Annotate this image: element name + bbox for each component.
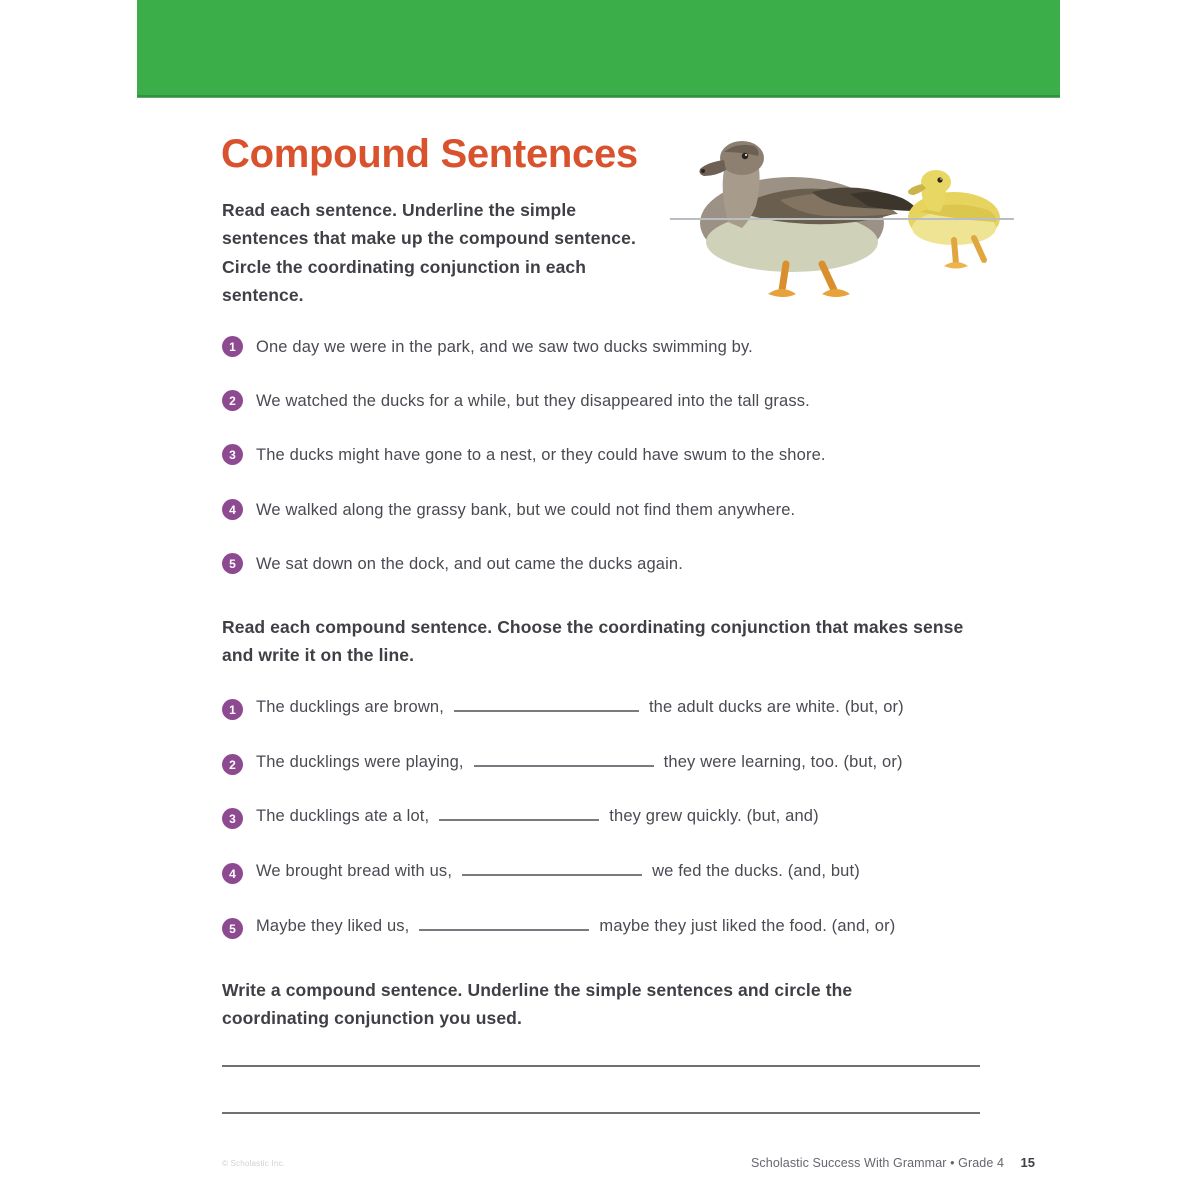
item-number-badge: 2 [222, 390, 243, 411]
writing-line-2[interactable] [222, 1112, 980, 1114]
item-number-badge: 4 [222, 863, 243, 884]
header-bar [137, 0, 1060, 97]
fill-in-row [222, 862, 860, 884]
book-source-label: Scholastic Success With Grammar • Grade 4 [751, 1156, 1004, 1170]
sentence-before-blank: The ducklings ate a lot, [256, 807, 430, 825]
instruction-section-two: Read each compound sentence. Choose the coordinating conjunction that makes sense and write it on the line. [222, 617, 964, 666]
page-number: 15 [1020, 1155, 1035, 1170]
sentence-before-blank: The ducklings are brown, [256, 698, 444, 716]
page-title: Compound Sentences [221, 132, 638, 176]
sentence-before-blank: We brought bread with us, [256, 862, 453, 880]
list-item [222, 499, 795, 521]
fill-in-row [222, 698, 904, 720]
writing-line-1[interactable] [222, 1065, 980, 1067]
fill-in-row [222, 753, 903, 775]
item-number-badge: 3 [222, 808, 243, 829]
practice-label: Practice [1075, 61, 1135, 78]
sentence-after-blank: maybe they just liked the food. (and, or) [599, 917, 896, 935]
list-item [222, 444, 826, 466]
sentence-after-blank: we fed the ducks. (and, but) [652, 862, 860, 880]
list-item [222, 336, 753, 358]
duck-illustration-svg [662, 118, 1020, 310]
item-number-badge: 5 [222, 553, 243, 574]
item-text: We walked along the grassy bank, but we could not find them anywhere. [256, 501, 796, 519]
answer-blank[interactable] [474, 753, 654, 767]
item-number-badge: 4 [222, 499, 243, 520]
instruction-section-three: Write a compound sentence. Underline the simple sentences and circle the coordinating conjunction you used. [222, 980, 853, 1029]
duck-and-duckling-photo [662, 118, 1020, 310]
sentence-before-blank: Maybe they liked us, [256, 917, 410, 935]
answer-blank[interactable] [439, 807, 599, 821]
answer-blank[interactable] [419, 917, 589, 931]
item-number-badge: 3 [222, 444, 243, 465]
answer-blank[interactable] [454, 698, 639, 712]
item-number-badge: 5 [222, 918, 243, 939]
item-text: We watched the ducks for a while, but they disappeared into the tall grass. [256, 392, 810, 410]
item-text: We sat down on the dock, and out came the ducks again. [256, 555, 683, 573]
item-number-badge: 2 [222, 754, 243, 775]
sentence-before-blank: The ducklings were playing, [256, 753, 464, 771]
item-text: The ducks might have gone to a nest, or they could have swum to the shore. [256, 446, 826, 464]
header-bar-shadow [137, 95, 1060, 98]
answer-blank[interactable] [462, 862, 642, 876]
sentence-after-blank: they were learning, too. (but, or) [663, 753, 903, 771]
item-text: One day we were in the park, and we saw two ducks swimming by. [256, 338, 753, 356]
copyright-notice: © Scholastic Inc. [222, 1159, 286, 1168]
fill-in-row [222, 807, 819, 829]
list-item [222, 390, 810, 412]
waterline [670, 218, 1014, 220]
sentence-after-blank: they grew quickly. (but, and) [609, 807, 819, 825]
item-number-badge: 1 [222, 336, 243, 357]
list-item [222, 553, 683, 575]
intro-instructions: Read each sentence. Underline the simple sentences that make up the compound sentence. Circle the coordinating conjunction in each sentence. [222, 200, 636, 306]
sentence-after-blank: the adult ducks are white. (but, or) [648, 698, 904, 716]
fill-in-row [222, 917, 895, 939]
item-number-badge: 1 [222, 699, 243, 720]
